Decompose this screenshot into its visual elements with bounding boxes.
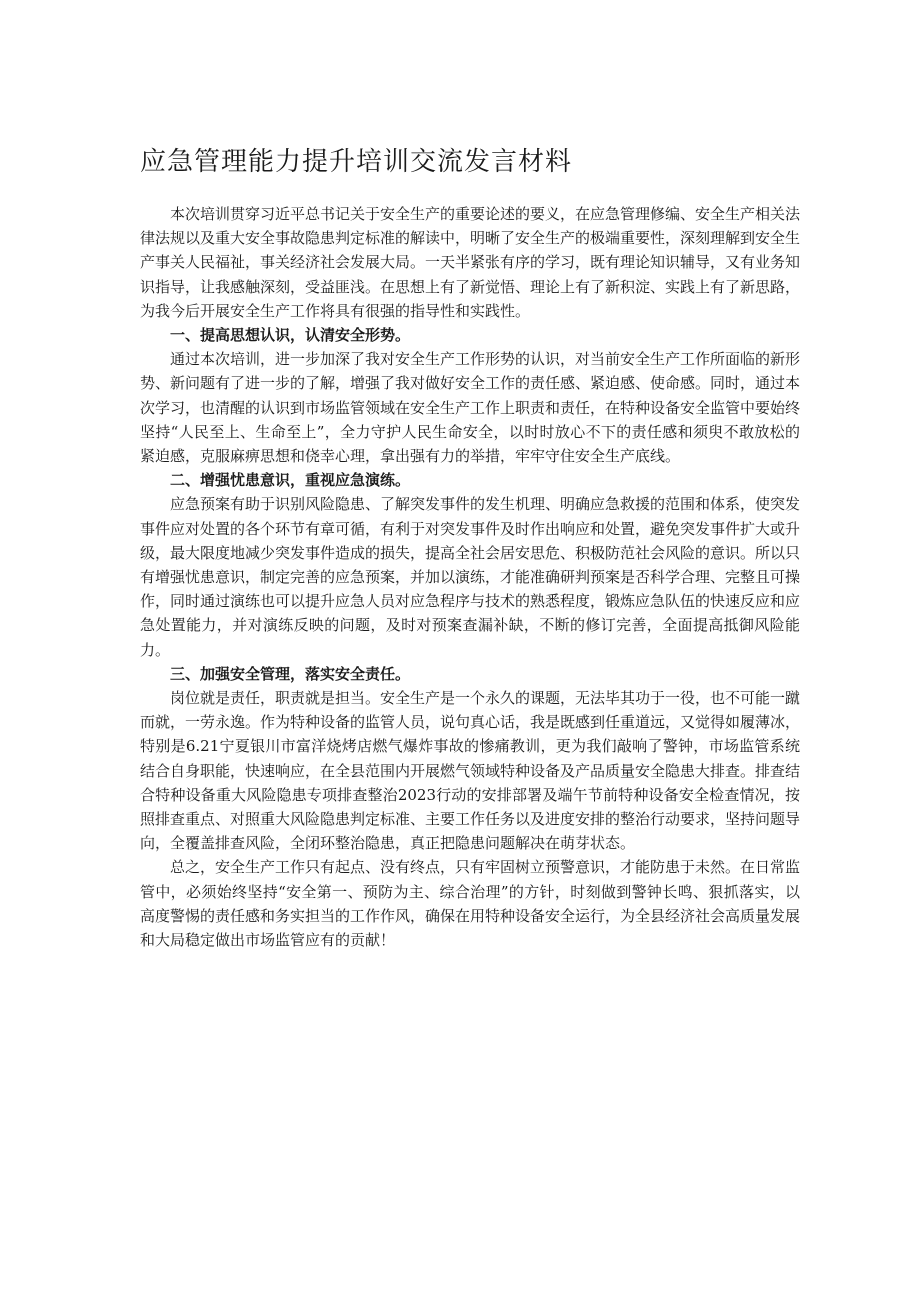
document-page	[140, 140, 800, 952]
section-heading-1: 一、提高思想认识，认清安全形势。	[170, 326, 411, 345]
section-body-1: 通过本次培训，进一步加深了我对安全生产工作形势的认识，对当前安全生产工作所面临的新形势、新问题有了进一步的了解，增强了我对做好安全工作的责任感、紧迫感、使命感。同时，通过本次学习，也清醒的认识到市场监管领域在安全生产工作上职责和责任，在特种设备安全监管中要始终坚持“人民至上、生命至上”，全力守护人民生命安全，以时时放心不下的责任感和须臾不敢放松的紧迫感，克服麻痹思想和侥幸心理，拿出强有力的举措，牢牢守住安全生产底线。	[140, 350, 801, 466]
intro-paragraph: 本次培训贯穿习近平总书记关于安全生产的重要论述的要义，在应急管理修编、安全生产相关法律法规以及重大安全事故隐患判定标准的解读中，明晰了安全生产的极端重要性，深刻理解到安全生产事关人民福祉，事关经济社会发展大局。一天半紧张有序的学习，既有理论知识辅导，又有业务知识指导，让我感触深刻，受益匪浅。在思想上有了新觉悟、理论上有了新积淀、实践上有了新思路，为我今后开展安全生产工作将具有很强的指导性和实践性。	[140, 205, 801, 320]
section-body-3: 岗位就是责任，职责就是担当。安全生产是一个永久的课题，无法毕其功于一役，也不可能一蹴而就，一劳永逸。作为特种设备的监管人员，说句真心话，我是既感到任重道远，又觉得如履薄冰，特别是6.21宁夏银川市富洋烧烤店燃气爆炸事故的惨痛教训，更为我们敲响了警钟，市场监管系统结合自身职能，快速响应，在全县范围内开展燃气领域特种设备及产品质量安全隐患大排查。排查结合特种设备重大风险隐患专项排查整治2023行动的安排部署及端午节前特种设备安全检查情况，按照排查重点、对照重大风险隐患判定标准、主要工作任务以及进度安排的整治行动要求，坚持问题导向，全覆盖排查风险，全闭环整治隐患，真正把隐患问题解决在萌芽状态。	[140, 689, 801, 853]
conclusion-paragraph: 总之，安全生产工作只有起点、没有终点，只有牢固树立预警意识，才能防患于未然。在日常监管中，必须始终坚持“安全第一、预防为主、综合治理”的方针，时刻做到警钟长鸣、狠抓落实，以高度警惕的责任感和务实担当的工作作风，确保在用特种设备安全运行，为全县经济社会高质量发展和大局稳定做出市场监管应有的贡献！	[140, 858, 801, 950]
section-body-2: 应急预案有助于识别风险隐患、了解突发事件的发生机理、明确应急救援的范围和体系，使突发事件应对处置的各个环节有章可循，有利于对突发事件及时作出响应和处置，避免突发事件扩大或升级，最大限度地减少突发事件造成的损失，提高全社会居安思危、积极防范社会风险的意识。所以只有增强忧患意识，制定完善的应急预案，并加以演练，才能准确研判预案是否科学合理、完整且可操作，同时通过演练也可以提升应急人员对应急程序与技术的熟悉程度，锻炼应急队伍的快速反应和应急处置能力，并对演练反映的问题，及时对预案查漏补缺，不断的修订完善，全面提高抵御风险能力。	[140, 495, 801, 659]
section-heading-3: 三、加强安全管理，落实安全责任。	[170, 664, 411, 683]
document-title: 应急管理能力提升培训交流发言材料	[140, 147, 573, 177]
section-heading-2: 二、增强忧患意识，重视应急演练。	[170, 471, 411, 490]
